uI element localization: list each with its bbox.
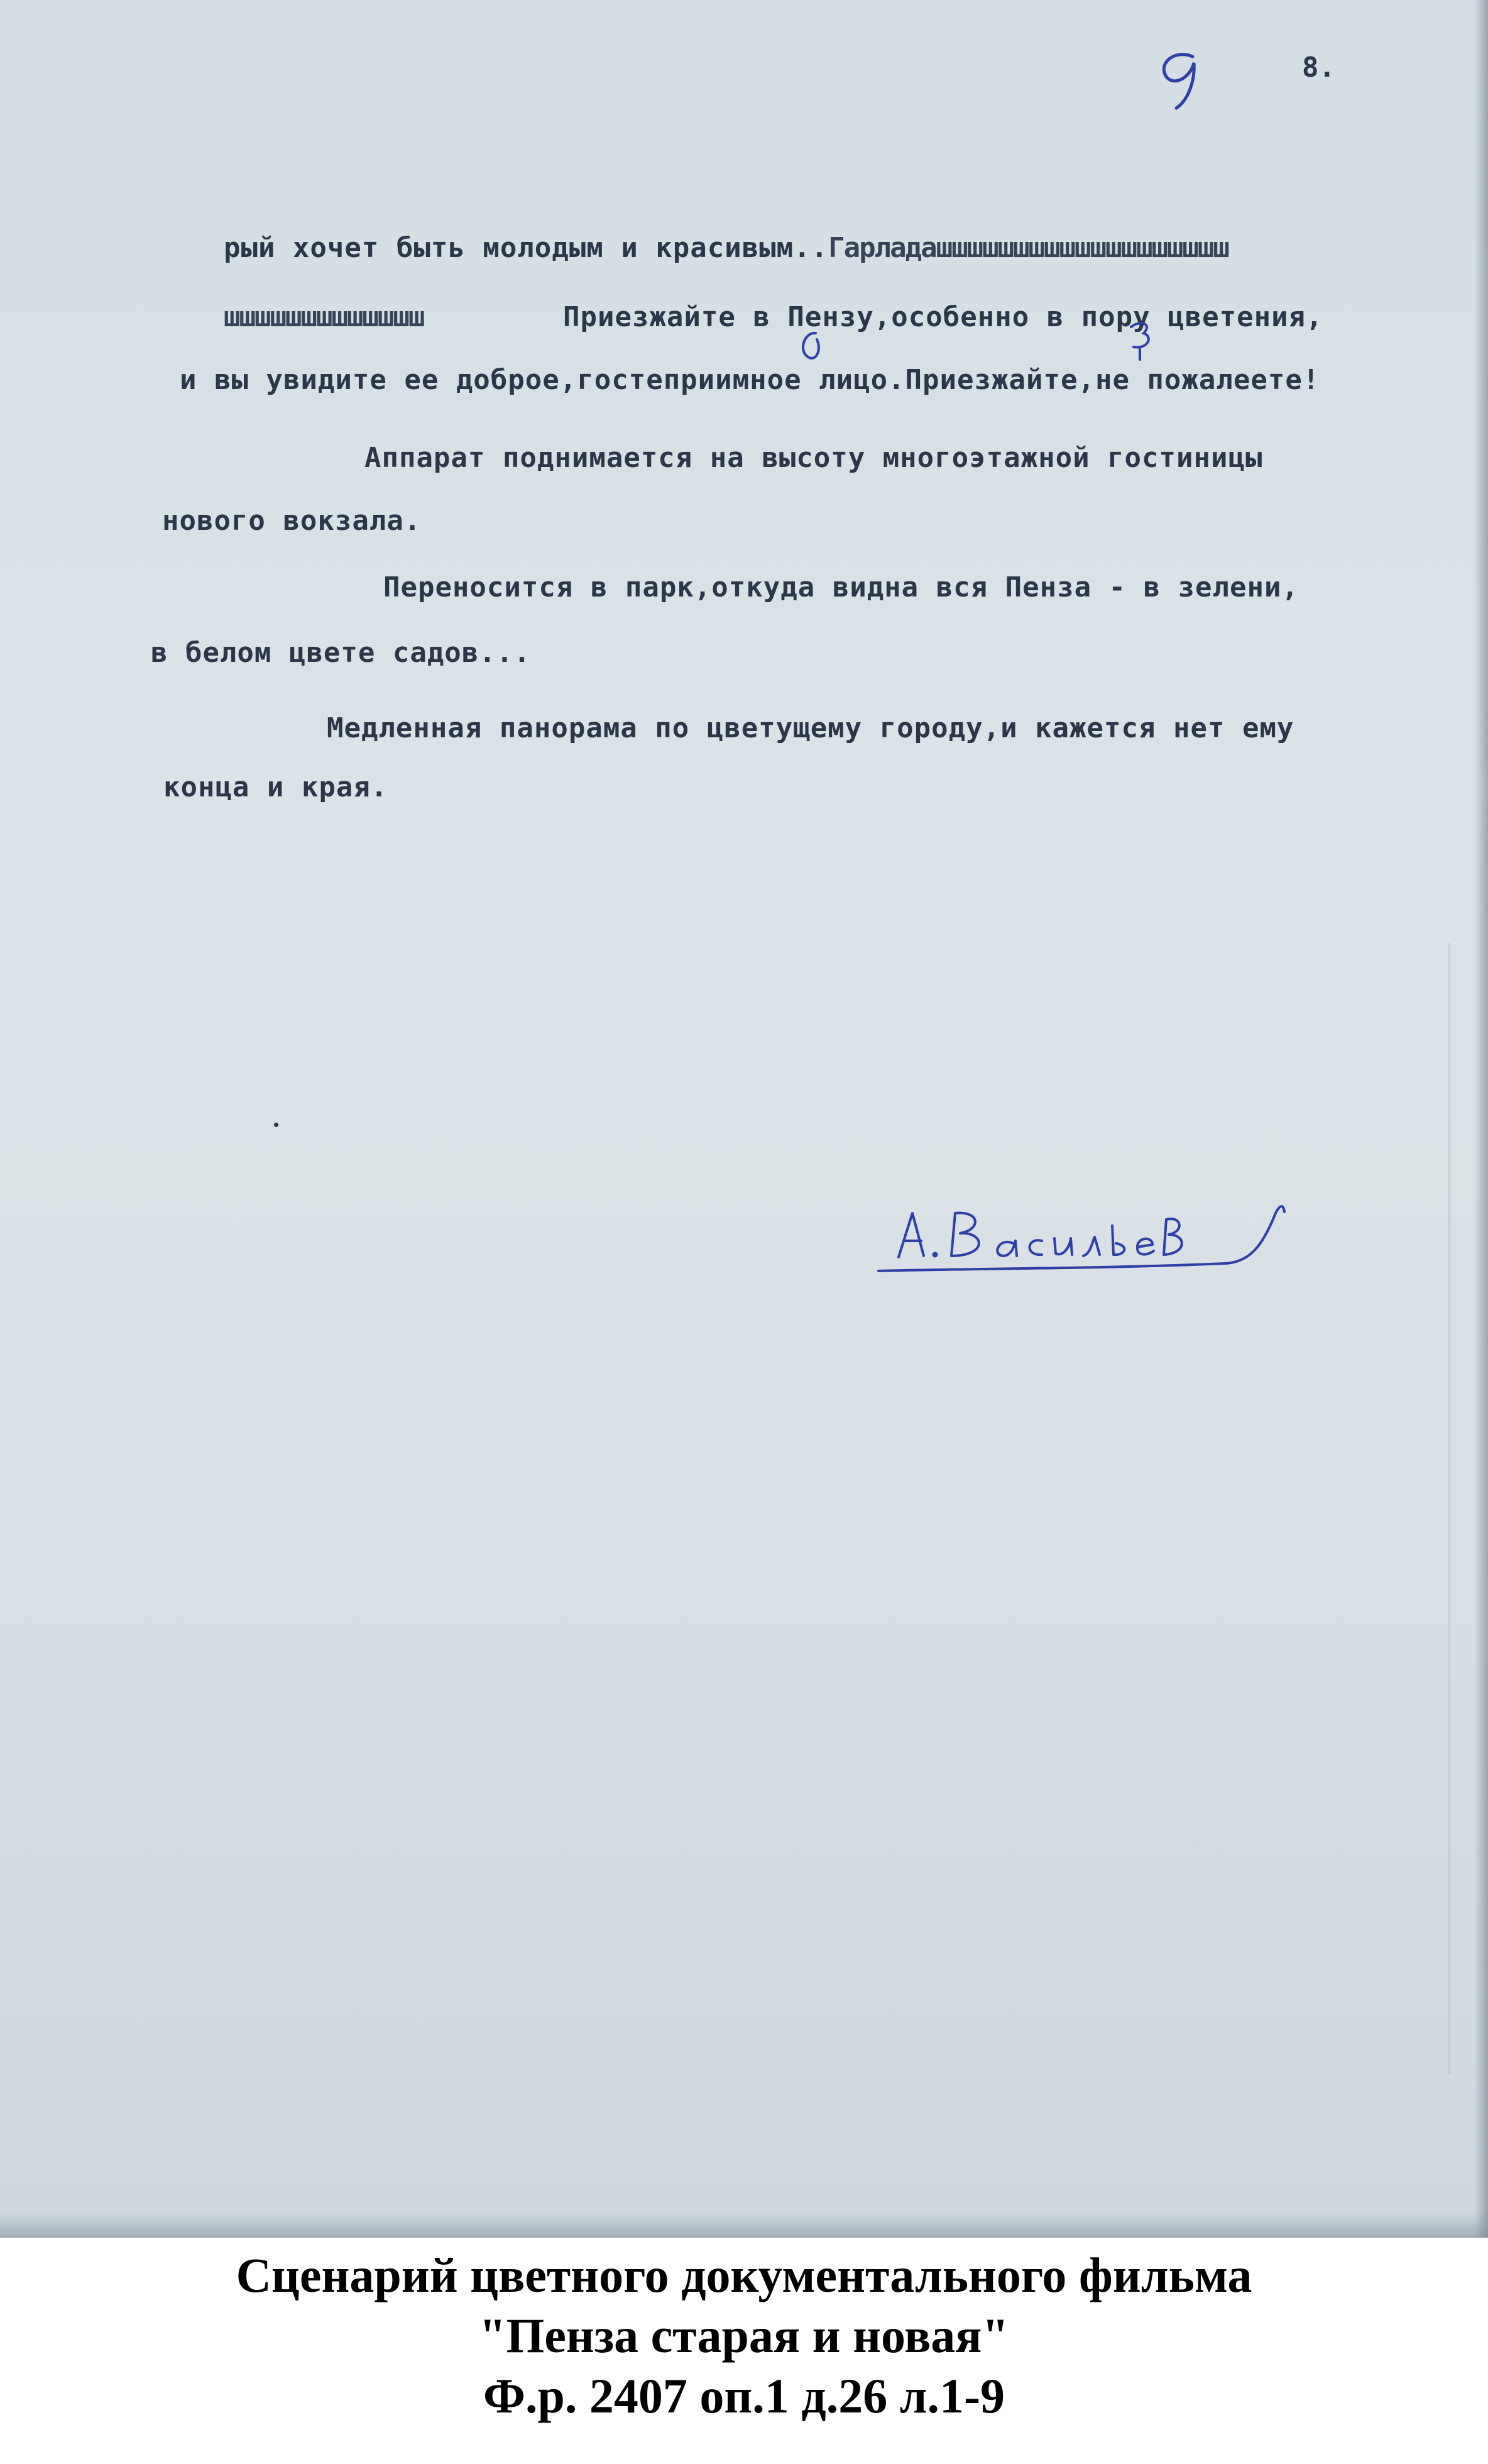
signature bbox=[873, 1188, 1326, 1295]
handwritten-correction bbox=[790, 326, 828, 370]
ink-speck bbox=[274, 1123, 278, 1127]
line-text: нового вокзала. bbox=[161, 505, 422, 537]
text-line bbox=[258, 680, 1294, 776]
line-text: Медленная панорама по цветущему городу,и кажется нет ему bbox=[326, 712, 1294, 744]
line-text: рый хочет быть молодым и красивым.. bbox=[223, 232, 829, 264]
line-text: Аппарат поднимается на высоту многоэтажной гостиницы bbox=[364, 442, 1263, 474]
line-text: конца и края. bbox=[163, 771, 388, 803]
text-line bbox=[94, 739, 388, 835]
typed-page-number: 8. bbox=[1302, 52, 1335, 84]
handwritten-correction bbox=[1122, 314, 1160, 365]
page-fold bbox=[1448, 943, 1450, 2074]
caption-film-name: "Пенза старая и новая" bbox=[479, 2308, 1009, 2363]
line-text: Приезжайте в Пензу,особенно в пору цветения, bbox=[562, 301, 1323, 333]
line-text: Переносится в парк,откуда видна вся Пенза - в зелени, bbox=[383, 571, 1299, 603]
page-bottom-shadow bbox=[0, 2213, 1488, 2238]
struck-out-text: шшшшшшшшшшшшш bbox=[223, 301, 424, 333]
line-text: и вы увидите ее доброе,гостеприимное лицо.Приезжайте,не пожалеете! bbox=[179, 364, 1320, 396]
text-line bbox=[295, 410, 1262, 506]
line-text: в белом цвете садов... bbox=[150, 637, 531, 669]
page-edge-shadow bbox=[1474, 0, 1488, 2238]
caption-archive-reference: Ф.р. 2407 оп.1 д.26 л.1-9 bbox=[483, 2368, 1005, 2423]
caption-title: Сценарий цветного документального фильма bbox=[236, 2248, 1252, 2302]
struck-out-text: Гарладашшшшшшшшшшшшшшшшшшш bbox=[828, 232, 1228, 264]
handwritten-page-number bbox=[1144, 38, 1232, 113]
